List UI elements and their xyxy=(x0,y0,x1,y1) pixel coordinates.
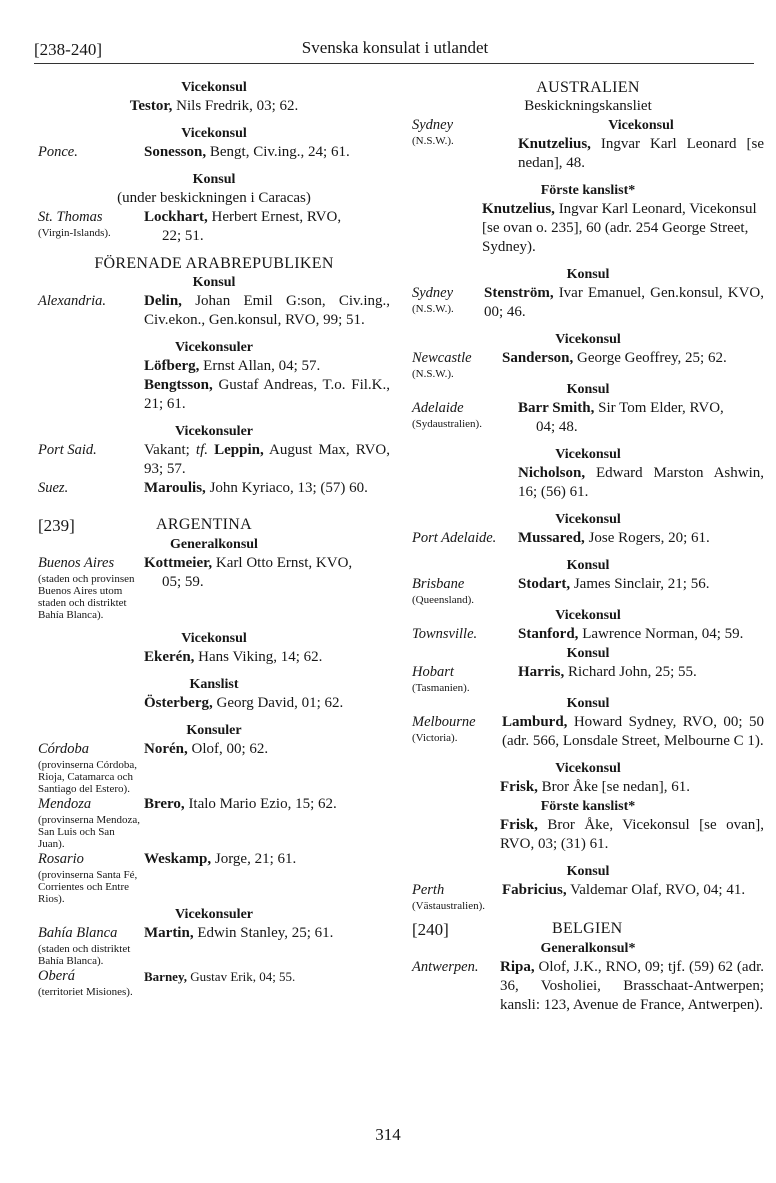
entry xyxy=(38,143,390,162)
place-sub: (Virgin-Islands). xyxy=(38,227,111,239)
place-sub: (Victoria). xyxy=(412,732,458,744)
person-name: Norén, xyxy=(144,741,188,757)
entry xyxy=(412,958,764,1015)
position-title: Vicekonsul xyxy=(181,631,247,646)
position-title: Konsuler xyxy=(186,723,242,738)
place-sub: (staden och provinsen Buenos Aires utom staden och distriktet Bahía Blanca). xyxy=(38,573,135,621)
place: Buenos Aires (staden och provinsen Buenos Aires utom staden och distriktet Bahía Blanca). xyxy=(38,554,142,621)
position-title: Vicekonsul xyxy=(608,118,674,133)
position-title: Förste kanslist* xyxy=(540,799,636,814)
position-title: Vicekonsuler xyxy=(174,907,254,922)
person-name: Testor, xyxy=(129,98,173,114)
position-title: Vicekonsul xyxy=(555,447,621,462)
place-sub: (Västaustralien). xyxy=(412,900,485,912)
entry xyxy=(412,816,764,854)
person-details: Jorge, 21; 61. xyxy=(211,851,297,867)
person-details: Ingvar Karl Leonard, Vicekonsul [se ovan o. 235], 60 (adr. 254 George Street, Sydney). xyxy=(482,201,757,255)
entry xyxy=(38,648,390,667)
person-details: George Geoffrey, 25; 62. xyxy=(573,350,727,366)
person-details: John Kyriaco, 13; (57) 60. xyxy=(205,480,368,496)
entry xyxy=(412,529,764,548)
entry xyxy=(38,694,390,713)
position-title: Vicekonsul xyxy=(555,761,621,776)
person-details: August Max, RVO, 93; 57. xyxy=(144,442,390,477)
place: Melbourne (Victoria). xyxy=(412,713,500,744)
place: Newcastle (N.S.W.). xyxy=(412,349,500,380)
person-name: Knutzelius, xyxy=(518,136,591,152)
section-number: [239] xyxy=(38,516,75,535)
place: Córdoba (provinserna Córdoba, Rioja, Catamarca och Santiago del Estero). xyxy=(38,740,142,795)
person-details: Howard Sydney, RVO, 00; 50 (adr. 566, Lonsdale Street, Melbourne C 1). xyxy=(502,714,764,749)
person-name: Stenström, xyxy=(484,285,554,301)
person-name: Fabricius, xyxy=(502,882,567,898)
section-number: [240] xyxy=(412,920,449,939)
entry xyxy=(412,663,764,694)
person-name: Brero, xyxy=(144,796,185,812)
person-name: Bengtsson, xyxy=(144,377,213,393)
entry xyxy=(38,357,390,376)
person-name: Maroulis, xyxy=(144,480,206,496)
place: Perth (Västaustralien). xyxy=(412,881,500,912)
entry xyxy=(412,625,764,644)
person-details: Lawrence Norman, 04; 59. xyxy=(578,626,744,642)
place-sub: (Queensland). xyxy=(412,594,475,606)
position-title: Vicekonsul xyxy=(555,512,621,527)
entry xyxy=(412,464,764,502)
person-details: Herbert Ernest, RVO, xyxy=(207,209,342,225)
entry xyxy=(38,292,390,330)
place: Antwerpen. xyxy=(412,959,479,975)
entry xyxy=(412,116,764,173)
place: Alexandria. xyxy=(38,293,107,309)
position-title: Kanslist xyxy=(189,677,239,692)
person-details: Richard John, 25; 55. xyxy=(564,664,697,680)
page-range: [238-240] xyxy=(34,40,102,59)
position-title: Vicekonsuler xyxy=(174,340,254,355)
country-heading: BELGIEN xyxy=(552,920,623,937)
position-title: Konsul xyxy=(192,172,236,187)
place: Adelaide (Sydaustralien). xyxy=(412,399,516,430)
place-sub: (provinserna Santa Fé, Corrientes och Entre Rios). xyxy=(38,869,138,905)
position-title: Vicekonsul xyxy=(555,608,621,623)
position-title: Vicekonsuler xyxy=(174,424,254,439)
person-details: Karl Otto Ernst, KVO, xyxy=(212,555,353,571)
entry xyxy=(38,208,390,246)
person-details: Valdemar Olaf, RVO, 04; 41. xyxy=(566,882,746,898)
entry xyxy=(38,795,390,850)
page-number: 314 xyxy=(375,1125,401,1144)
place: Sydney (N.S.W.). xyxy=(412,284,482,315)
person-name: Harris, xyxy=(518,664,565,680)
place: Brisbane (Queensland). xyxy=(412,575,516,606)
person-details: Bror Åke, Vicekonsul [se ovan], RVO, 03; (31) 61. xyxy=(500,817,764,852)
place-sub: (Tasmanien). xyxy=(412,682,470,694)
person-details: Gustaf Andreas, T.o. Fil.K., 21; 61. xyxy=(144,377,390,412)
right-column xyxy=(412,78,764,1015)
position-title: Generalkonsul xyxy=(170,537,258,552)
place: Bahía Blanca (staden och distriktet Bahía Blanca). xyxy=(38,924,142,967)
place-sub: (N.S.W.). xyxy=(412,368,454,380)
person-details: Nils Fredrik, 03; 62. xyxy=(172,98,299,114)
running-title: Svenska konsulat i utlandet xyxy=(301,38,489,57)
entry xyxy=(412,778,764,797)
person-name: Weskamp, xyxy=(144,851,212,867)
entry xyxy=(412,284,764,322)
person-name: Sonesson, xyxy=(144,144,207,160)
place: Townsville. xyxy=(412,626,478,642)
place-sub: (provinserna Mendoza, San Luis och San Juan). xyxy=(38,814,141,850)
person-details: Ivar Emanuel, Gen.konsul, KVO, 00; 46. xyxy=(484,285,764,320)
entry xyxy=(38,967,390,998)
person-name: Österberg, xyxy=(144,695,213,711)
position-title: Förste kanslist* xyxy=(540,183,636,198)
entry xyxy=(412,575,764,606)
entry xyxy=(38,924,390,967)
note: (under beskickningen i Caracas) xyxy=(117,190,311,206)
place-sub: (staden och distriktet Bahía Blanca). xyxy=(38,943,131,967)
entry xyxy=(412,713,764,751)
position-title: Vicekonsul xyxy=(555,332,621,347)
entry xyxy=(38,97,390,116)
person-name: Ekerén, xyxy=(144,649,195,665)
person-details: Hans Viking, 14; 62. xyxy=(194,649,323,665)
position-title: Konsul xyxy=(566,646,610,661)
position-title: Konsul xyxy=(192,275,236,290)
header-rule xyxy=(34,63,754,64)
section-heading xyxy=(412,920,764,939)
person-details: Johan Emil G:son, Civ.ing., Civ.ekon., Gen.konsul, RVO, 99; 51. xyxy=(144,293,390,328)
person-details: Ernst Allan, 04; 57. xyxy=(199,358,321,374)
person-details-cont: 05; 59. xyxy=(162,574,204,590)
place: Oberá (territoriet Misiones). xyxy=(38,967,142,998)
person-name: Delin, xyxy=(144,293,182,309)
position-title: Vicekonsul xyxy=(181,126,247,141)
section-heading xyxy=(38,516,390,535)
left-column xyxy=(38,78,390,998)
position-title: Konsul xyxy=(566,558,610,573)
place: St. Thomas (Virgin-Islands). xyxy=(38,208,142,239)
entry xyxy=(38,376,390,414)
person-details: Gustav Erik, 04; 55. xyxy=(186,969,296,984)
person-name: Lamburd, xyxy=(502,714,568,730)
person-name: Knutzelius, xyxy=(482,201,555,217)
place: Suez. xyxy=(38,480,69,496)
person-name: Mussared, xyxy=(518,530,585,546)
person-details: Olof, J.K., RNO, 09; tjf. (59) 62 (adr. 36, Vosholiei, Brasschaat-Antwerpen; kansli: 123, Avenue de France, Antwerpen). xyxy=(500,959,764,1013)
person-name: Barr Smith, xyxy=(518,400,595,416)
person-details: Bengt, Civ.ing., 24; 61. xyxy=(206,144,350,160)
person-name: Stanford, xyxy=(518,626,579,642)
person-name: Martin, xyxy=(144,925,194,941)
person-details: James Sinclair, 21; 56. xyxy=(570,576,710,592)
person-details-cont: 22; 51. xyxy=(162,228,204,244)
entry xyxy=(412,881,764,912)
place-sub: (Sydaustralien). xyxy=(412,418,482,430)
country-heading: FÖRENADE ARABREPUBLIKEN xyxy=(94,255,334,272)
person-name: Frisk, xyxy=(500,779,538,795)
person-name: Nicholson, xyxy=(518,465,586,481)
person-name: Löfberg, xyxy=(144,358,200,374)
place: Mendoza (provinserna Mendoza, San Luis och San Juan). xyxy=(38,796,141,850)
person-name: Leppin, xyxy=(208,442,264,458)
entry xyxy=(38,479,390,498)
position-title: Konsul xyxy=(566,696,610,711)
position-title: Vicekonsul xyxy=(181,80,247,95)
place-sub: (territoriet Misiones). xyxy=(38,986,133,998)
person-details-cont: 04; 48. xyxy=(536,419,578,435)
subheading: Beskickningskansliet xyxy=(524,98,652,114)
entry xyxy=(412,349,764,380)
place: Rosario (provinserna Santa Fé, Corrientes och Entre Rios). xyxy=(38,850,142,905)
country-heading: ARGENTINA xyxy=(156,516,253,533)
place: Port Adelaide. xyxy=(412,530,497,546)
place: Ponce. xyxy=(38,144,78,160)
entry xyxy=(38,554,390,621)
place-sub: (provinserna Córdoba, Rioja, Catamarca och Santiago del Estero). xyxy=(38,759,137,795)
place-sub: (N.S.W.). xyxy=(412,135,454,147)
person-name: Kottmeier, xyxy=(144,555,213,571)
person-name: Sanderson, xyxy=(502,350,574,366)
person-name: Barney, xyxy=(144,969,187,984)
entry xyxy=(38,850,390,905)
entry xyxy=(412,399,764,437)
entry xyxy=(412,200,764,257)
entry: Port Said. Vakant; tf. Leppin, August Max, RVO, 93; 57. xyxy=(38,442,390,477)
place: Hobart (Tasmanien). xyxy=(412,663,516,694)
place-sub: (N.S.W.). xyxy=(412,303,454,315)
person-name: Lockhart, xyxy=(144,209,208,225)
country-heading: AUSTRALIEN xyxy=(536,79,640,96)
person-details: Sir Tom Elder, RVO, xyxy=(594,400,724,416)
person-details: Olof, 00; 62. xyxy=(187,741,269,757)
person-name: Stodart, xyxy=(518,576,571,592)
person-details: Ingvar Karl Leonard [se nedan], 48. xyxy=(518,136,764,171)
entry xyxy=(38,740,390,795)
position-title: Konsul xyxy=(566,382,610,397)
position-title: Generalkonsul* xyxy=(540,941,636,956)
position-title: Konsul xyxy=(566,267,610,282)
person-details: Italo Mario Ezio, 15; 62. xyxy=(184,796,337,812)
person-details: Bror Åke [se nedan], 61. xyxy=(537,779,690,795)
position-title: Konsul xyxy=(566,864,610,879)
place: Sydney (N.S.W.). xyxy=(412,116,516,147)
place: Port Said. xyxy=(38,442,97,458)
person-details: Georg David, 01; 62. xyxy=(212,695,344,711)
person-details: Edward Marston Ashwin, 16; (56) 61. xyxy=(518,465,764,500)
person-name: Ripa, xyxy=(500,959,535,975)
person-details: Edwin Stanley, 25; 61. xyxy=(193,925,334,941)
person-name: Frisk, xyxy=(500,817,538,833)
person-details: Jose Rogers, 20; 61. xyxy=(584,530,710,546)
